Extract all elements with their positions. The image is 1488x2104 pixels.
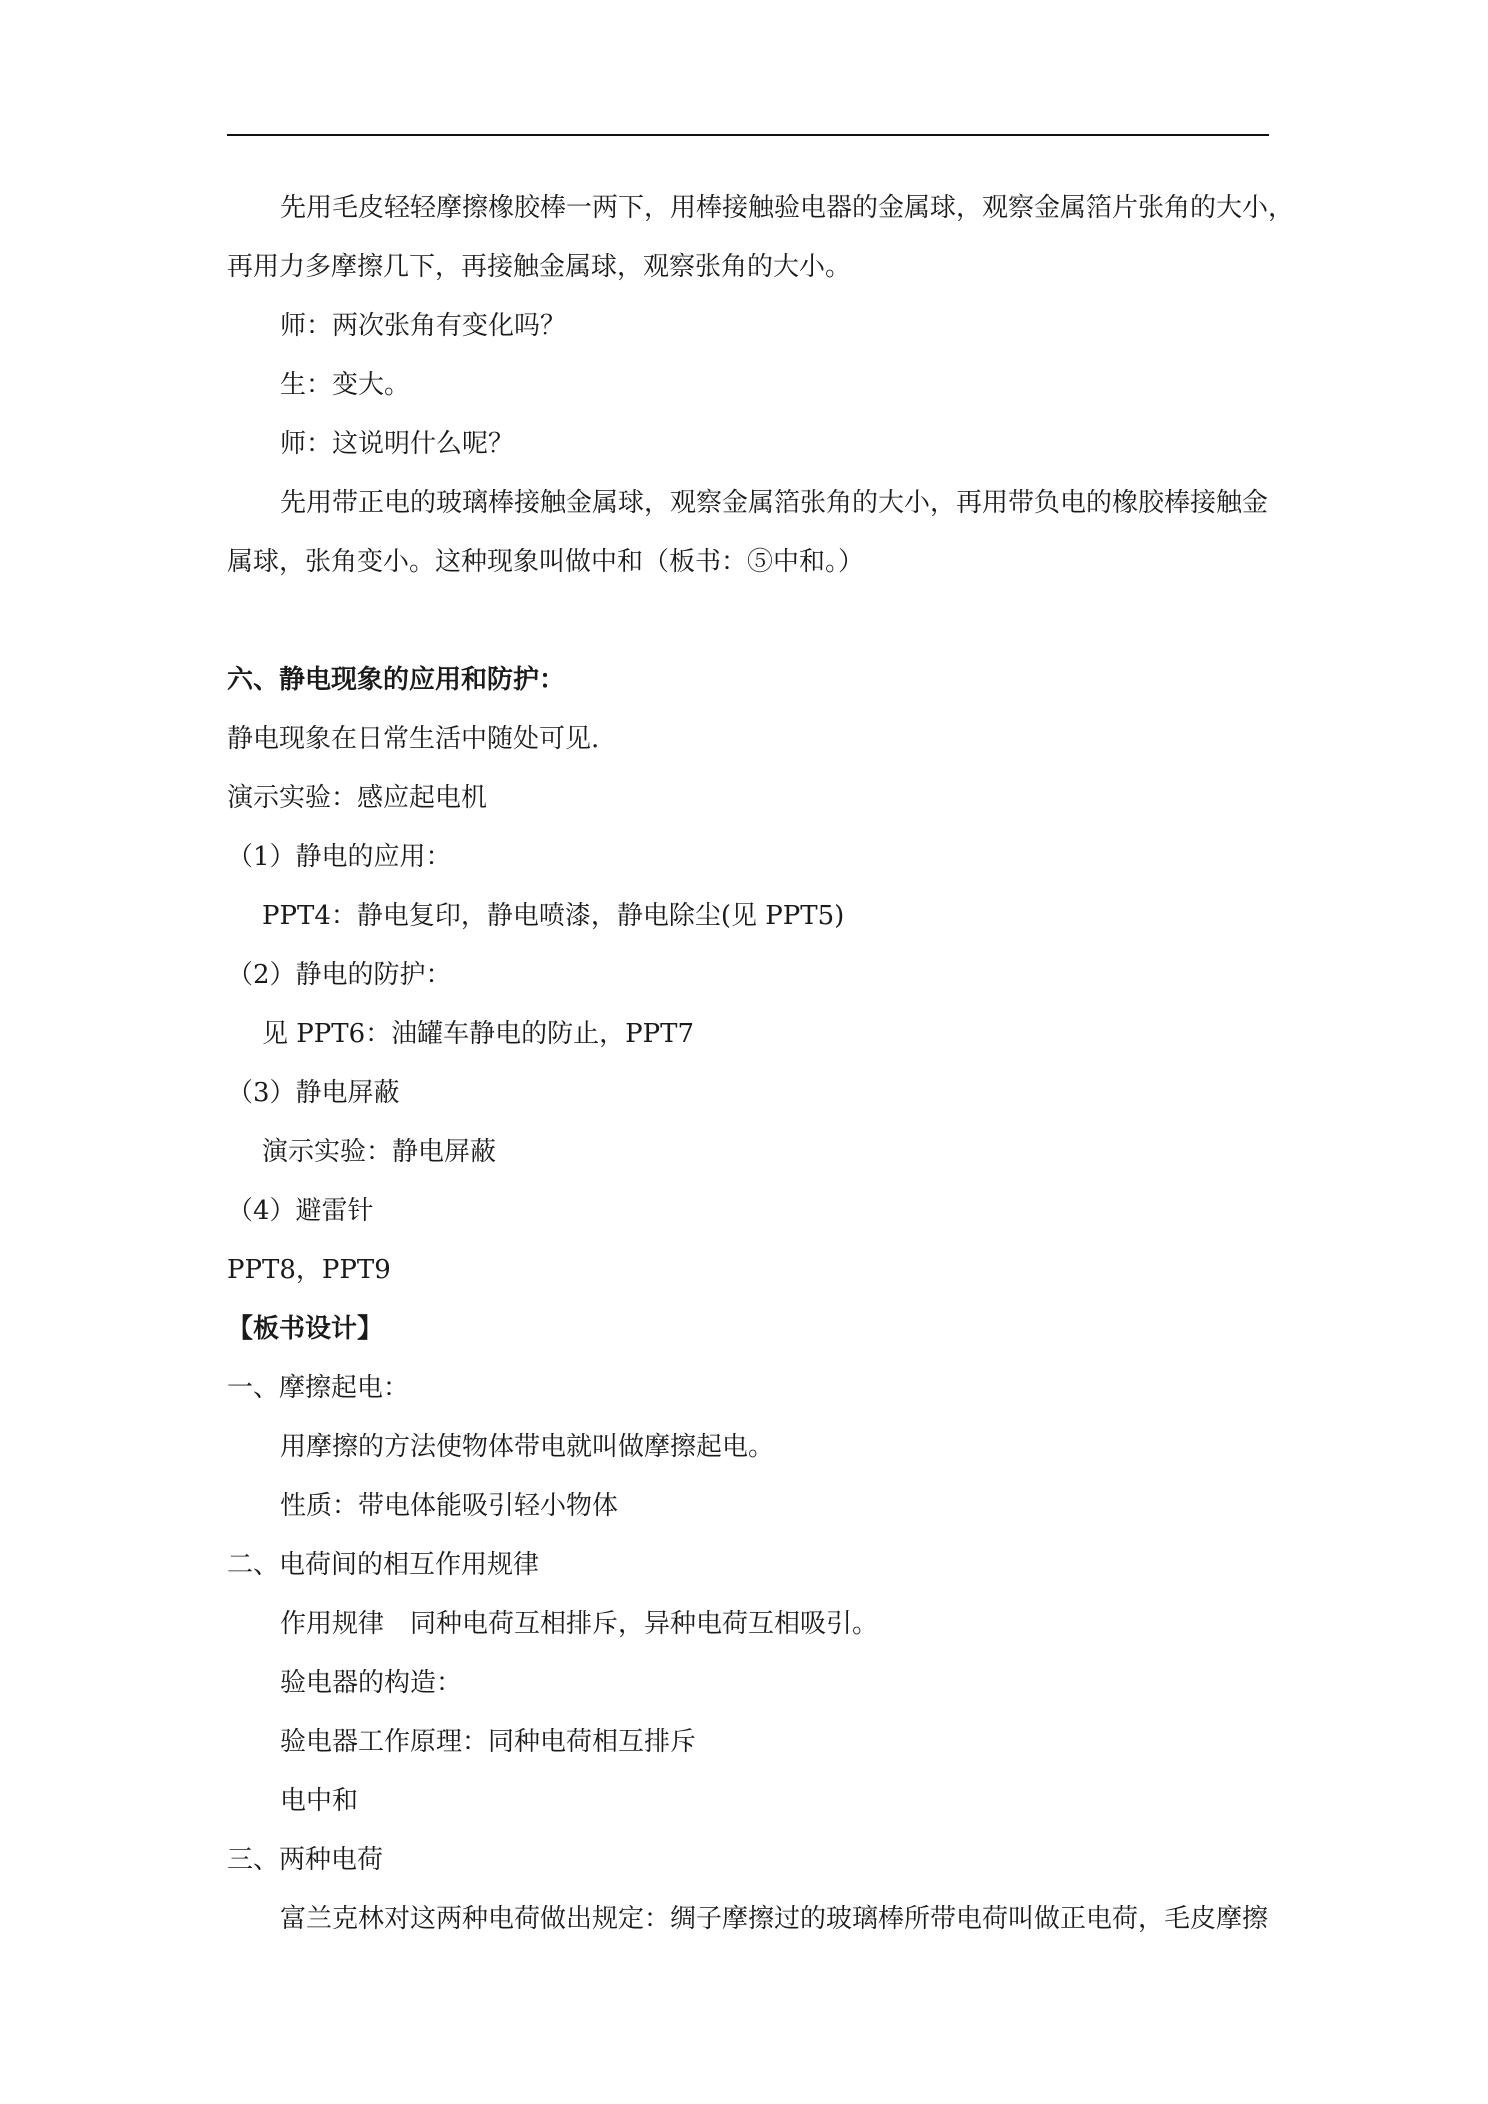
list-item: （2）静电的防护： <box>227 960 452 990</box>
header-rule <box>227 134 1269 136</box>
outline-heading: 三、两种电荷 <box>227 1845 384 1875</box>
paragraph-line: 用摩擦的方法使物体带电就叫做摩擦起电。 <box>280 1432 775 1462</box>
paragraph-line: 富兰克林对这两种电荷做出规定：绸子摩擦过的玻璃棒所带电荷叫做正电荷，毛皮摩擦 <box>280 1904 1269 1934</box>
paragraph-line: 属球，张角变小。这种现象叫做中和（板书：⑤中和。） <box>227 547 865 577</box>
paragraph-line: 演示实验：感应起电机 <box>227 783 488 813</box>
section-heading: 六、静电现象的应用和防护： <box>227 665 566 695</box>
paragraph-line: 电中和 <box>280 1786 359 1816</box>
paragraph-line: 性质：带电体能吸引轻小物体 <box>280 1491 619 1521</box>
list-item: （1）静电的应用： <box>227 842 452 872</box>
paragraph-line: PPT4：静电复印，静电喷漆，静电除尘(见 PPT5) <box>262 901 845 931</box>
paragraph-line: 先用毛皮轻轻摩擦橡胶棒一两下，用棒接触验电器的金属球，观察金属箔片张角的大小， <box>280 193 1295 223</box>
board-design-heading: 【板书设计】 <box>227 1314 384 1344</box>
dialogue-line: 生：变大。 <box>280 370 411 400</box>
paragraph-line: 静电现象在日常生活中随处可见. <box>227 724 600 754</box>
dialogue-line: 师：这说明什么呢？ <box>280 429 515 459</box>
paragraph-line: 先用带正电的玻璃棒接触金属球，观察金属箔张角的大小，再用带负电的橡胶棒接触金 <box>280 488 1269 518</box>
paragraph-line: 演示实验：静电屏蔽 <box>262 1137 497 1167</box>
paragraph-line: 见 PPT6：油罐车静电的防止，PPT7 <box>262 1019 695 1049</box>
paragraph-line: PPT8，PPT9 <box>227 1255 391 1285</box>
paragraph-line: 验电器的构造： <box>280 1668 463 1698</box>
paragraph-line: 验电器工作原理：同种电荷相互排斥 <box>280 1727 697 1757</box>
outline-heading: 二、电荷间的相互作用规律 <box>227 1550 540 1580</box>
paragraph-line: 再用力多摩擦几下，再接触金属球，观察张角的大小。 <box>227 252 852 282</box>
paragraph-line: 作用规律 同种电荷互相排斥，异种电荷互相吸引。 <box>280 1609 879 1639</box>
outline-heading: 一、摩擦起电： <box>227 1373 410 1403</box>
dialogue-line: 师：两次张角有变化吗？ <box>280 311 567 341</box>
list-item: （4）避雷针 <box>227 1196 374 1226</box>
list-item: （3）静电屏蔽 <box>227 1078 400 1108</box>
